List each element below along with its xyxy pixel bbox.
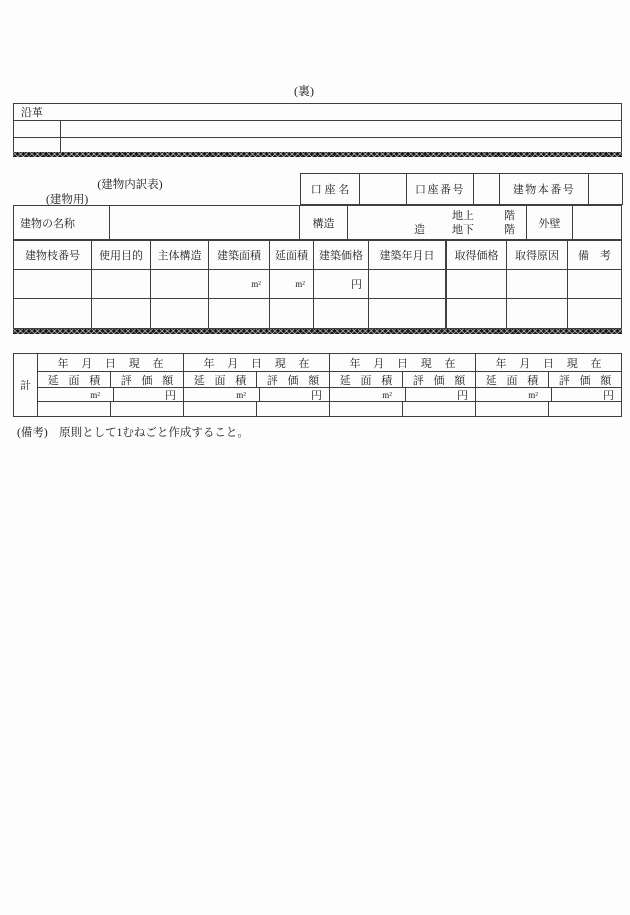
table-cell <box>368 270 445 298</box>
building-main-number-label: 建物本番号 <box>499 174 588 204</box>
area-unit: m² <box>208 270 269 298</box>
column-header: 延面積 <box>269 241 313 269</box>
column-header: 使用目的 <box>91 241 150 269</box>
history-table <box>13 103 622 153</box>
history-entry-cell <box>61 121 621 137</box>
table-cell <box>476 402 548 416</box>
table-cell <box>445 299 506 328</box>
summary-units-row <box>38 388 183 402</box>
table-cell <box>208 299 269 328</box>
building-name-label: 建物の名称 <box>20 217 75 230</box>
appraised-value-label: 評 価 額 <box>548 372 621 387</box>
table-cell <box>567 270 621 298</box>
summary-units-row <box>476 388 621 402</box>
column-header: 取得原因 <box>506 241 567 269</box>
history-row <box>14 138 621 152</box>
column-header: 建築価格 <box>313 241 368 269</box>
floor-area-label: 延 面 積 <box>47 374 101 387</box>
structure-suffix-label: 造 <box>414 224 425 236</box>
table-cell <box>184 402 256 416</box>
as-of-date-header: 年 月 日 現 在 <box>184 354 329 372</box>
table-cell <box>445 270 506 298</box>
summary-subheader-row <box>330 372 475 388</box>
table-cell <box>91 270 150 298</box>
appraised-value-label: 評 価 額 <box>256 372 329 387</box>
floor-area-label: 延 面 積 <box>193 374 247 387</box>
total-label: 計 <box>14 354 38 416</box>
table-cell <box>256 402 329 416</box>
history-title-row <box>14 104 621 121</box>
area-unit: m² <box>382 389 392 400</box>
table-cell <box>548 402 621 416</box>
table-cell <box>91 299 150 328</box>
building-detail-table <box>13 240 622 329</box>
history-row <box>14 121 621 138</box>
as-of-date-header: 年 月 日 現 在 <box>330 354 475 372</box>
appraised-value-label: 評 価 額 <box>402 372 475 387</box>
column-header: 建築面積 <box>208 241 269 269</box>
summary-group <box>183 354 329 416</box>
account-header-row <box>300 173 623 205</box>
area-unit: m² <box>528 389 538 400</box>
table-cell <box>567 299 621 328</box>
torn-edge-top <box>13 152 622 157</box>
yen-unit: 円 <box>313 270 368 298</box>
table-cell <box>506 299 567 328</box>
usage-label: (建物用) <box>46 194 89 206</box>
summary-group <box>329 354 475 416</box>
summary-blank-row <box>38 402 183 416</box>
summary-subheader-row <box>38 372 183 388</box>
detail-blank-row <box>14 299 621 328</box>
page-side-label: (裏) <box>294 84 314 98</box>
area-unit: m² <box>90 389 100 400</box>
column-header: 備 考 <box>567 241 621 269</box>
account-number-label: 口座番号 <box>406 174 473 204</box>
building-name-field <box>109 206 299 239</box>
yen-unit: 円 <box>551 388 621 401</box>
outer-wall-label: 外壁 <box>526 206 572 239</box>
table-cell <box>368 299 445 328</box>
as-of-date-header: 年 月 日 現 在 <box>38 354 183 372</box>
detail-header-row <box>14 241 621 270</box>
floor-area-label: 延 面 積 <box>339 374 393 387</box>
table-cell <box>14 270 91 298</box>
column-header: 主体構造 <box>150 241 208 269</box>
torn-edge-middle <box>13 329 622 334</box>
table-cell <box>330 402 402 416</box>
footnote: (備考) 原則として1むねごと作成すること。 <box>17 427 249 439</box>
summary-blank-row <box>330 402 475 416</box>
table-cell <box>150 270 208 298</box>
floors-lower-label: 階 <box>504 224 515 236</box>
table-cell <box>38 402 110 416</box>
column-header: 取得価格 <box>445 241 506 269</box>
yen-unit: 円 <box>259 388 329 401</box>
summary-units-row <box>184 388 329 402</box>
yen-unit: 円 <box>113 388 183 401</box>
yen-unit: 円 <box>405 388 475 401</box>
summary-units-row <box>330 388 475 402</box>
structure-detail-cell <box>347 206 526 239</box>
summary-blank-row <box>476 402 621 416</box>
area-unit: m² <box>236 389 246 400</box>
history-title: 沿革 <box>21 107 43 119</box>
structure-label: 構造 <box>299 206 347 239</box>
floor-area-label: 延 面 積 <box>485 374 539 387</box>
table-cell <box>269 299 313 328</box>
summary-subheader-row <box>184 372 329 388</box>
table-cell <box>313 299 368 328</box>
table-cell <box>506 270 567 298</box>
summary-blank-row <box>184 402 329 416</box>
history-date-cell <box>14 138 61 152</box>
appraised-value-label: 評 価 額 <box>110 372 183 387</box>
history-entry-cell <box>61 138 621 152</box>
table-cell <box>402 402 475 416</box>
outer-wall-field <box>572 206 621 239</box>
column-header: 建築年月日 <box>368 241 445 269</box>
account-name-field <box>359 174 406 204</box>
as-of-date-header: 年 月 日 現 在 <box>476 354 621 372</box>
area-unit: m² <box>269 270 313 298</box>
account-name-label: 口 座 名 <box>310 184 350 196</box>
summary-group <box>38 354 183 416</box>
building-name-row <box>13 205 622 240</box>
table-cell <box>14 299 91 328</box>
detail-units-row <box>14 270 621 299</box>
summary-subheader-row <box>476 372 621 388</box>
below-ground-label: 地下 <box>452 224 474 236</box>
account-number-field <box>473 174 499 204</box>
summary-group <box>475 354 621 416</box>
summary-table <box>13 353 622 417</box>
form-title: (建物内訳表) <box>97 179 163 191</box>
history-date-cell <box>14 121 61 137</box>
table-cell <box>110 402 183 416</box>
above-ground-label: 地上 <box>452 210 474 222</box>
column-header: 建物枝番号 <box>25 250 80 262</box>
building-main-number-field <box>588 174 622 204</box>
floors-upper-label: 階 <box>504 210 515 222</box>
table-cell <box>150 299 208 328</box>
